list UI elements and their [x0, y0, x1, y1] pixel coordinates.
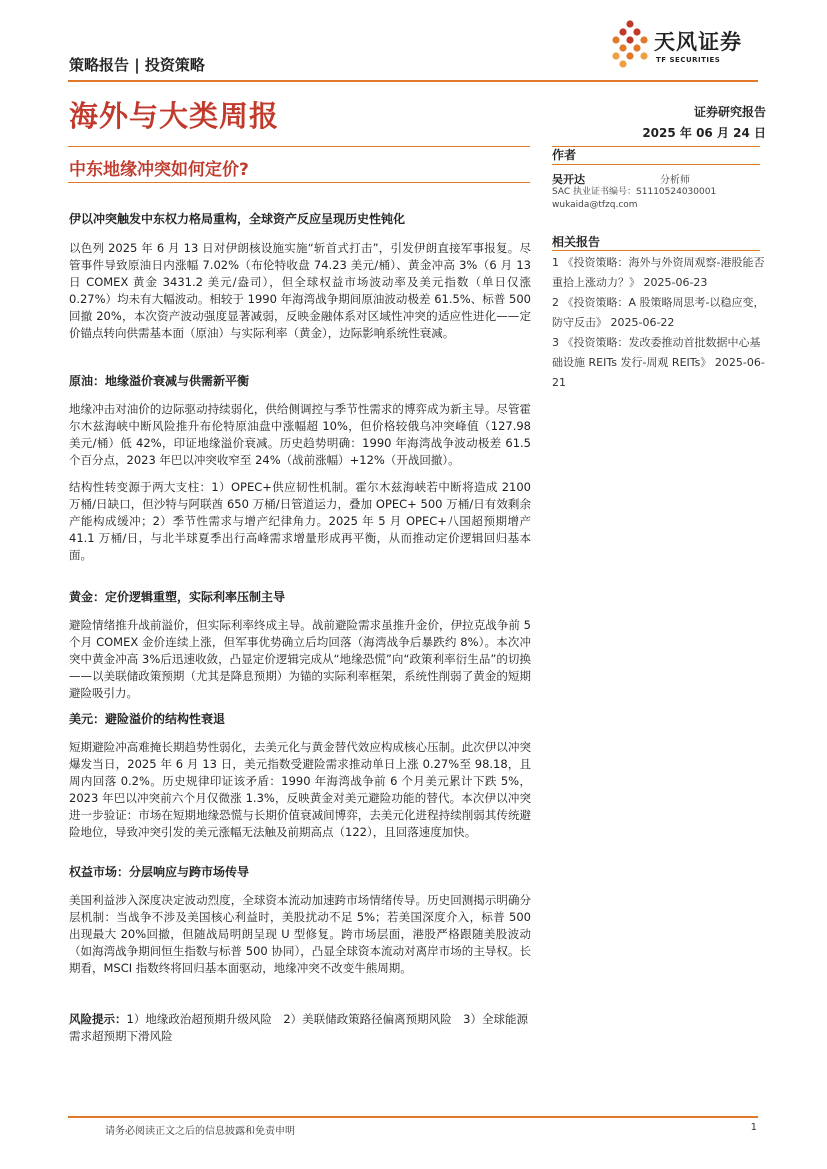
logo-text-cn: 天风证券 — [654, 30, 742, 54]
risk-text: 1）地缘政治超预期升级风险 2）美联储政策路径偏离预期风险 3）全球能源需求超预期下滑风险 — [69, 1012, 528, 1043]
title-divider — [68, 146, 530, 147]
subtitle-divider — [68, 182, 530, 183]
author-divider — [552, 164, 760, 165]
usd-heading: 美元：避险溢价的结构性衰退 — [69, 712, 226, 726]
related-item-1[interactable]: 1 《投资策略：海外与外资周观察-港股能否重拾上涨动力？》 2025-06-23 — [552, 256, 765, 289]
risk-warning — [69, 1011, 539, 1045]
related-divider — [552, 250, 760, 251]
lead-heading: 伊以冲突触发中东权力格局重构，全球资产反应呈现历史性钝化 — [69, 212, 406, 226]
section-usd — [69, 711, 531, 841]
author-role: 分析师 — [660, 175, 690, 186]
equity-heading: 权益市场：分层响应与跨市场传导 — [69, 865, 250, 879]
gold-heading: 黄金：定价逻辑重塑，实际利率压制主导 — [69, 590, 286, 604]
related-heading: 相关报告 — [552, 235, 601, 249]
oil-heading: 原油：地缘溢价衰减与供需新平衡 — [69, 374, 250, 388]
section-equity — [69, 864, 531, 977]
page-title: 海外与大类周报 — [69, 99, 280, 133]
related-list — [552, 253, 766, 393]
footer-disclaimer: 请务必阅读正文之后的信息披露和免责申明 — [105, 1126, 295, 1137]
related-item-2[interactable]: 2 《投资策略：A 股策略周思考-以稳应变，防守反击》 2025-06-22 — [552, 296, 765, 329]
author-email[interactable]: wukaida@tfzq.com — [552, 200, 638, 210]
logo-text-en: TF SECURITIES — [656, 56, 721, 64]
report-category: 策略报告 | 投资策略 — [69, 56, 205, 74]
header-divider — [68, 80, 758, 82]
author-cert: SAC 执业证书编号：S1110524030001 — [552, 187, 717, 197]
footer-divider — [68, 1116, 758, 1118]
company-logo — [610, 18, 760, 74]
lead-paragraph: 以色列 2025 年 6 月 13 日对伊朗核设施实施“斩首式打击”，引发伊朗直接军事报复。尽管事件导致原油日内涨幅 7.02%（布伦特收盘 74.23 美元/桶）、黄金冲高 3%（6 月 13 日 COMEX 黄金 3431.2 美元/盎司），但全球权益市场波动率及美元指数（单日仅涨 0.27%）均未有大幅波动。相较于 1990 年海湾战争期间原油波动极差 61.5%、标普 500 回撤 20%，本次资产波动强度显著减弱，反映金融体系对区域性冲突的适应性进化——定价锚点转向供需基本面（原油）与实际利率（黄金），边际影响系统性衰减。 — [69, 241, 531, 340]
author-block — [552, 171, 768, 212]
author-heading: 作者 — [552, 148, 577, 162]
gold-paragraph: 避险情绪推升战前溢价，但实际利率终成主导。战前避险需求虽推升金价，伊拉克战争前 5 个月 COMEX 金价连续上涨，但军事优势确立后均回落（海湾战争后暴跌约 8%）。本次冲突中黄金冲高 3%后迅速收敛，凸显定价逻辑完成从“地缘恐慌”向“政策利率衍生品”的切换——以美联储政策预期（尤其是降息预期）为锚的实际利率框架，系统性削弱了黄金的短期避险吸引力。 — [69, 618, 531, 700]
report-type: 证券研究报告 — [693, 105, 766, 119]
section-gold — [69, 589, 531, 702]
risk-label: 风险提示： — [69, 1012, 127, 1026]
section-lead — [69, 211, 531, 342]
oil-paragraph-1: 地缘冲击对油价的边际驱动持续弱化，供给侧调控与季节性需求的博弈成为新主导。尽管霍尔木兹海峡中断风险推升布伦特原油盘中涨幅超 10%，但价格较俄乌冲突峰值（127.98 美元/桶）低 42%，印证地缘溢价衰减。历史趋势明确：1990 年海湾战争波动极差 61.5 个百分点，2023 年巴以冲突收窄至 24%（战前涨幅）+12%（开战回撤）。 — [69, 402, 531, 467]
related-item-3[interactable]: 3 《投资策略：发改委推动首批数据中心基础设施 REITs 发行-周观 REITs》 2025-06-21 — [552, 336, 765, 389]
page-number: 1 — [750, 1122, 757, 1133]
section-oil — [69, 373, 531, 564]
oil-paragraph-2: 结构性转变源于两大支柱：1）OPEC+供应韧性机制。霍尔木兹海峡若中断将造成 2100 万桶/日缺口，但沙特与阿联酋 650 万桶/日管道运力，叠加 OPEC+ 500 万桶/日有效剩余产能构成缓冲；2）季节性需求与增产纪律角力。2025 年 5 月 OPEC+八国超预期增产 41.1 万桶/日，与北半球夏季出行高峰需求增量形成再平衡，从而推动定价逻辑回归基本面。 — [69, 480, 531, 562]
page-subtitle: 中东地缘冲突如何定价? — [69, 160, 249, 180]
equity-paragraph: 美国利益涉入深度决定波动烈度，全球资本流动加速跨市场情绪传导。历史回测揭示明确分层机制：当战争不涉及美国核心利益时，美股扰动不足 5%；若美国深度介入，标普 500 出现最大 20%回撤，但随战局明朗呈现 U 型修复。跨市场层面，港股严格跟随美股波动（如海湾战争期间恒生指数与标普 500 协同），凸显全球资本流动对离岸市场的主导权。长期看，MSCI 指数终将回归基本面驱动，地缘冲突不改变牛熊周期。 — [69, 893, 531, 975]
usd-paragraph: 短期避险冲高难掩长期趋势性弱化，去美元化与黄金替代效应构成核心压制。此次伊以冲突爆发当日，2025 年 6 月 13 日，美元指数受避险需求推动单日上涨 0.27%至 98.18，且周内回落 0.2%。历史规律印证该矛盾：1990 年海湾战争前 6 个月美元累计下跌 5%，2023 年巴以冲突前六个月仅微涨 1.3%，反映黄金对美元避险功能的替代。本次伊以冲突进一步验证：市场在短期地缘恐慌与长期价值衰减间博弈，去美元化进程持续削弱其传统避险地位，导致冲突引发的美元涨幅无法触及前期高点（122），且回落速度加快。 — [69, 740, 531, 839]
report-date: 2025 年 06 月 24 日 — [642, 126, 766, 140]
tf-logo-dots-icon — [610, 20, 652, 68]
author-name: 吴开达 — [552, 173, 585, 186]
